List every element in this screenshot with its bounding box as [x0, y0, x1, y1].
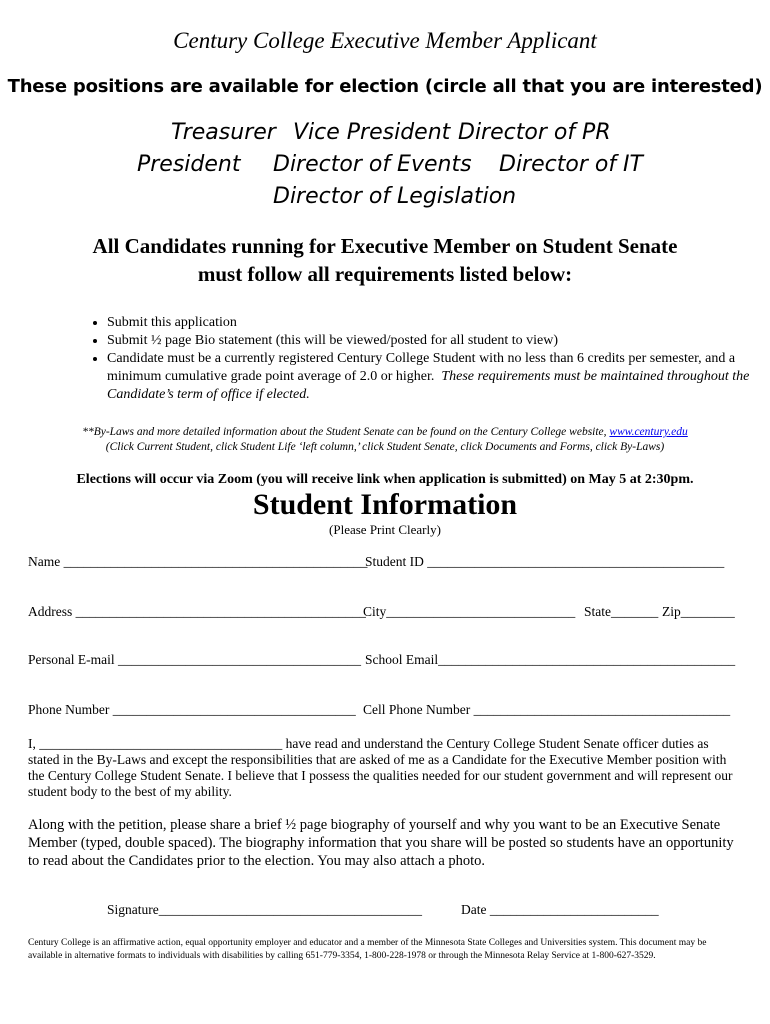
requirements-list: [85, 314, 767, 404]
address-field[interactable]: Address ___________________________________________: [28, 604, 366, 619]
acknowledgement-statement: I, ____________________________________ have read and understand the Century College Student Senate officer duties as stated in the By-Laws and except the responsibilities that are asked of me as a Candidate for the Executive Member position with the Century College Student Senate. I believe that I possess the qualities needed for our student government and will represent our student body to the best of my ability.: [28, 736, 733, 799]
school-email-field[interactable]: School Email____________________________________________: [365, 652, 736, 667]
requirement-item: • Submit this application: [107, 314, 767, 332]
requirement-item: • Submit ½ page Bio statement (this will be viewed/posted for all student to view): [107, 332, 767, 350]
city-field[interactable]: City____________________________: [363, 604, 576, 619]
position-vice-president[interactable]: Vice President: [293, 120, 451, 145]
requirements-heading-line2: must follow all requirements listed below:: [197, 262, 573, 286]
bylaws-note-line2: (Click Current Student, click Student Life ‘left column,’ click Student Senate, click Documents and Forms, click By-Laws): [105, 441, 665, 453]
position-director-it[interactable]: Director of IT: [499, 152, 643, 177]
student-info-title: Student Information: [252, 488, 518, 521]
requirements-heading-line1: All Candidates running for Executive Member on Student Senate: [92, 234, 678, 258]
position-director-pr[interactable]: Director of PR: [458, 120, 611, 145]
position-director-legislation[interactable]: Director of Legislation: [273, 184, 517, 209]
date-field[interactable]: Date _________________________: [461, 902, 659, 917]
student-id-field[interactable]: Student ID ____________________________________________: [365, 554, 725, 569]
footer-disclaimer: Century College is an affirmative action, equal opportunity employer and educator and a member of the Minnesota State Colleges and Universities system. This document may be available in alternative formats to individuals with disabilities by calling 651-779-3354, 1-800-228-1978 or through the Minnesota Relay Service at 1-800-627-3529.: [28, 938, 707, 961]
bylaws-note-text: **By-Laws and more detailed information about the Student Senate can be found on the Century College website,: [82, 426, 607, 438]
student-info-subtitle: (Please Print Clearly): [329, 522, 441, 537]
bio-request: Along with the petition, please share a brief ½ page biography of yourself and why you want to be an Executive Senate Member (typed, double spaced). The biography information that you share will be posted so students have an opportunity to read about the Candidates prior to the election. You may also attach a photo.: [28, 817, 734, 869]
state-field[interactable]: State_______: [584, 604, 659, 619]
bylaws-note-line1: [0, 425, 770, 440]
college-website-link[interactable]: www.century.edu: [609, 426, 688, 438]
position-president[interactable]: President: [137, 152, 241, 177]
positions-instruction: These positions are available for election (circle all that you are interested): [7, 76, 763, 97]
signature-field[interactable]: Signature_______________________________________: [107, 902, 422, 917]
zip-field[interactable]: Zip________: [662, 604, 735, 619]
requirement-text: Candidate must be a currently registered Century College Student with no less than 6 credits per semester, and a minimum cumulative grade point average of 2.0 or higher.: [107, 351, 736, 384]
cell-phone-field[interactable]: Cell Phone Number ______________________________________: [363, 702, 731, 717]
position-director-events[interactable]: Director of Events: [273, 152, 472, 177]
page-title: Century College Executive Member Applicant: [173, 28, 597, 53]
name-field[interactable]: Name _____________________________________________: [28, 554, 368, 569]
position-treasurer[interactable]: Treasurer: [171, 120, 276, 145]
requirement-item: [107, 350, 767, 404]
requirement-italic-note: These requirements must be maintained throughout the Candidate’s term of office if elected.: [107, 369, 750, 402]
phone-field[interactable]: Phone Number ____________________________________: [28, 702, 356, 717]
elections-notice: Elections will occur via Zoom (you will receive link when application is submitted) on May 5 at 2:30pm.: [76, 472, 694, 487]
personal-email-field[interactable]: Personal E-mail ____________________________________: [28, 652, 361, 667]
